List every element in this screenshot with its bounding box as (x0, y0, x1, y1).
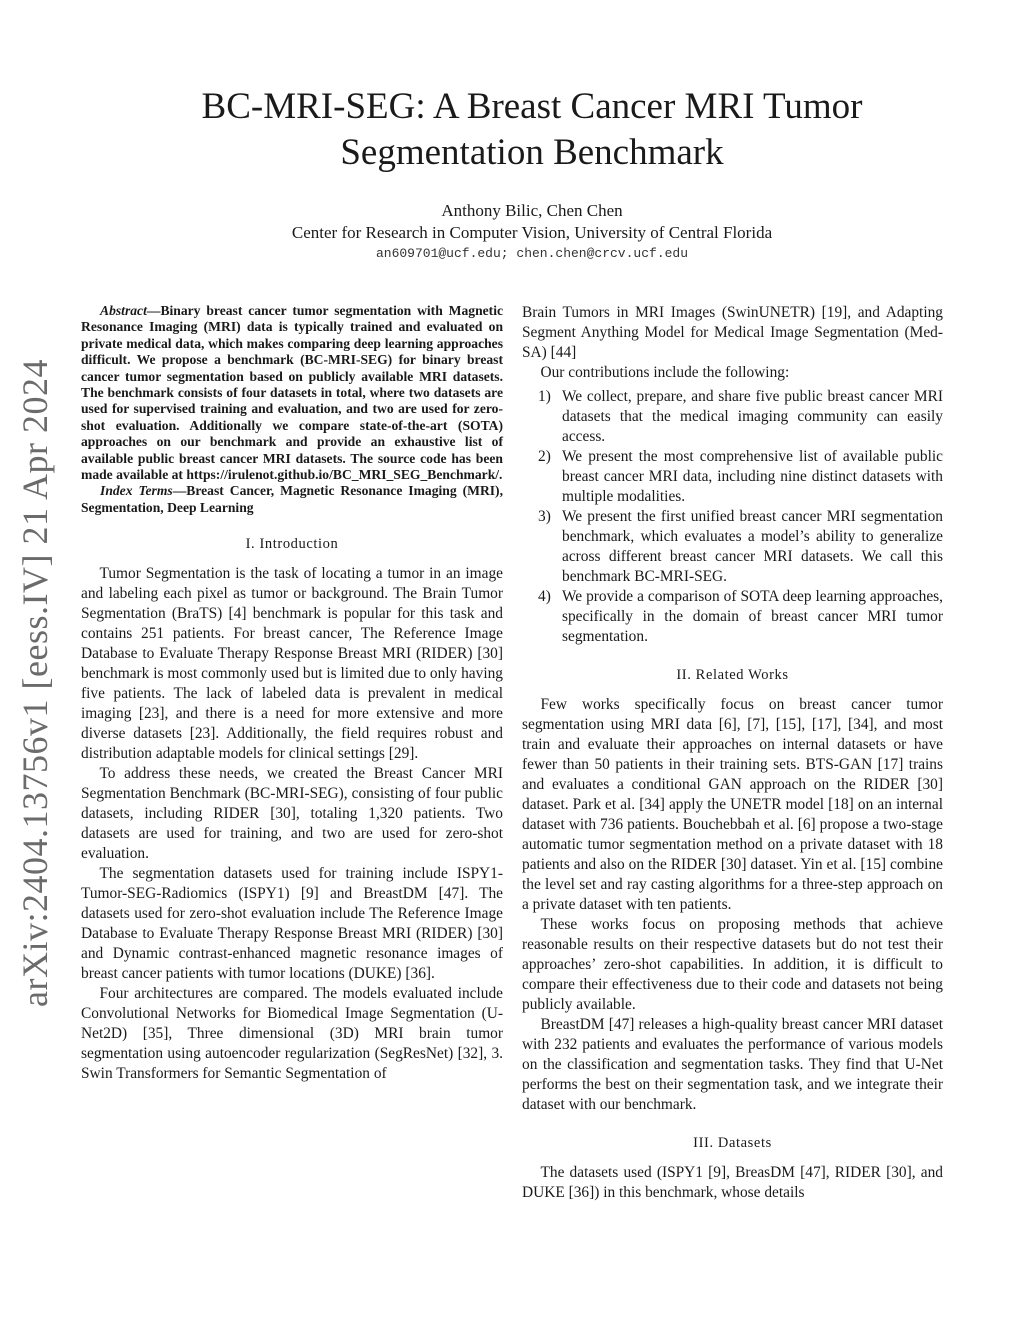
list-item-number: 3) (538, 508, 551, 525)
section-heading-datasets: III. Datasets (693, 1135, 772, 1151)
affiliation: Center for Research in Computer Vision, University of Central Florida (291, 223, 773, 242)
list-item (522, 447, 943, 507)
title-line-1: BC-MRI-SEG: A Breast Cancer MRI Tumor (201, 86, 863, 127)
list-item-text: We present the most comprehensive list of available public breast cancer MRI data, including nine distinct datasets with multiple modalities. (562, 448, 943, 505)
intro-paragraph-4: Four architectures are compared. The models evaluated include Convolutional Networks for Biomedical Image Segmentation (U-Net2D) [35], Three dimensional (3D) MRI brain tumor segmentation using autoencoder regularization (SegResNet) [32], 3. Swin Transformers for Semantic Segmentation of (81, 985, 503, 1083)
index-terms-label: Index Terms (100, 483, 173, 499)
section-heading-introduction: I. Introduction (245, 536, 339, 553)
paper-title (100, 84, 964, 176)
intro-paragraph-3: The segmentation datasets used for training include ISPY1-Tumor-SEG-Radiomics (ISPY1) [9] and BreastDM [47]. The datasets used for zero-shot evaluation include The Reference Image Database to Evaluate Therapy Response Breast MRI (RIDER) [30] and Dynamic contrast-enhanced magnetic resonance images of breast cancer patients with tumor locations (DUKE) [36]. (81, 865, 503, 983)
arxiv-side-label: arXiv:2404.13756v1 [eess.IV] 21 Apr 2024 (15, 359, 55, 1007)
list-item-number: 1) (538, 388, 551, 405)
related-paragraph-3: BreastDM [47] releases a high-quality breast cancer MRI dataset with 232 patients and evaluates the performance of various models on the classification and segmentation tasks. They find that U-Net performs the best on their segmentation task, and we integrate their dataset with our benchmark. (522, 1016, 943, 1113)
datasets-paragraph-1: The datasets used (ISPY1 [9], BreasDM [47], RIDER [30], and DUKE [36]) in this benchmark, whose details (522, 1164, 943, 1201)
contributions-list (522, 387, 943, 647)
index-terms-text: —Breast Cancer, Magnetic Resonance Imaging (MRI), Segmentation, Deep Learning (81, 483, 503, 515)
abstract-text: —Binary breast cancer tumor segmentation with Magnetic Resonance Imaging (MRI) data is typically trained and evaluated on private medical data, which makes comparing deep learning approaches difficult. We propose a benchmark (BC-MRI-SEG) for binary breast cancer tumor segmentation based on publicly available MRI datasets. The benchmark consists of four datasets in total, where two datasets are used for supervised training and evaluation, and two are used for zero-shot evaluation. Additionally we compare state-of-the-art (SOTA) approaches on our benchmark and provide an exhaustive list of available public breast cancer MRI datasets. The source code has been made available at https://irulenot.github.io/BC_MRI_SEG_Benchmark/. (81, 303, 503, 483)
related-paragraph-2: These works focus on proposing methods that achieve reasonable results on their respective datasets but do not test their approaches’ zero-shot capabilities. In addition, it is difficult to compare their effectiveness due to their code and datasets not being publicly available. (522, 916, 943, 1013)
right-column (522, 303, 943, 1203)
list-item (522, 387, 943, 447)
authors: Anthony Bilic, Chen Chen (441, 201, 623, 220)
related-paragraph-1: Few works specifically focus on breast cancer tumor segmentation using MRI data [6], [7], [15], [17], [34], and most train and evaluate their approaches on internal datasets or have fewer than 50 patients in their training sets. BTS-GAN [17] trains and evaluates a conditional GAN approach on the RIDER [30] dataset. Park et al. [34] apply the UNETR model [18] on an internal dataset with 736 patients. Bouchebbah et al. [6] propose a two-stage automatic tumor segmentation method on a private dataset with 18 patients and also on the RIDER [30] dataset. Yin et al. [15] combine the level set and ray casting algorithms for a three-step approach on a private dataset with ten patients. (522, 696, 943, 913)
abstract (81, 303, 503, 483)
list-item-text: We provide a comparison of SOTA deep learning approaches, specifically in the domain of breast cancer MRI tumor segmentation. (562, 588, 943, 645)
left-column (81, 303, 503, 1084)
contributions-intro: Our contributions include the following: (540, 364, 790, 381)
title-line-2: Segmentation Benchmark (340, 132, 724, 173)
paper-header (100, 84, 964, 264)
section-heading-related-works: II. Related Works (676, 667, 789, 683)
list-item-number: 4) (538, 588, 551, 605)
list-item-text: We collect, prepare, and share five public breast cancer MRI datasets that the medical imaging community can easily access. (562, 388, 943, 445)
index-terms (81, 483, 503, 516)
intro-paragraph-4-continued: Brain Tumors in MRI Images (SwinUNETR) [19], and Adapting Segment Anything Model for Medical Image Segmentation (Med-SA) [44] (522, 304, 943, 361)
list-item (522, 587, 943, 647)
list-item-text: We present the first unified breast cancer MRI segmentation benchmark, which evaluates a model’s ability to generalize across different breast cancer MRI datasets. We call this benchmark BC-MRI-SEG. (562, 508, 943, 585)
list-item-number: 2) (538, 448, 551, 465)
abstract-label: Abstract (100, 303, 147, 318)
list-item (522, 507, 943, 587)
intro-paragraph-1: Tumor Segmentation is the task of locating a tumor in an image and labeling each pixel as tumor or background. The Brain Tumor Segmentation (BraTS) [4] benchmark is popular for this task and contains 251 patients. For breast cancer, The Reference Image Database to Evaluate Therapy Response Breast MRI (RIDER) [30] benchmark is most commonly used but is limited due to only having five patients. The lack of labeled data is prevalent in medical imaging [23], and there is a need for more extensive and more diverse datasets [23]. Additionally, the field requires robust and distribution adaptable models for clinical settings [29]. (81, 565, 503, 763)
intro-paragraph-2: To address these needs, we created the Breast Cancer MRI Segmentation Benchmark (BC-MRI-SEG), consisting of four public datasets, including RIDER [30], totaling 1,320 patients. Two datasets are used for training, and two are used for zero-shot evaluation. (81, 765, 503, 863)
author-emails: an609701@ucf.edu; chen.chen@crcv.ucf.edu (375, 246, 689, 261)
